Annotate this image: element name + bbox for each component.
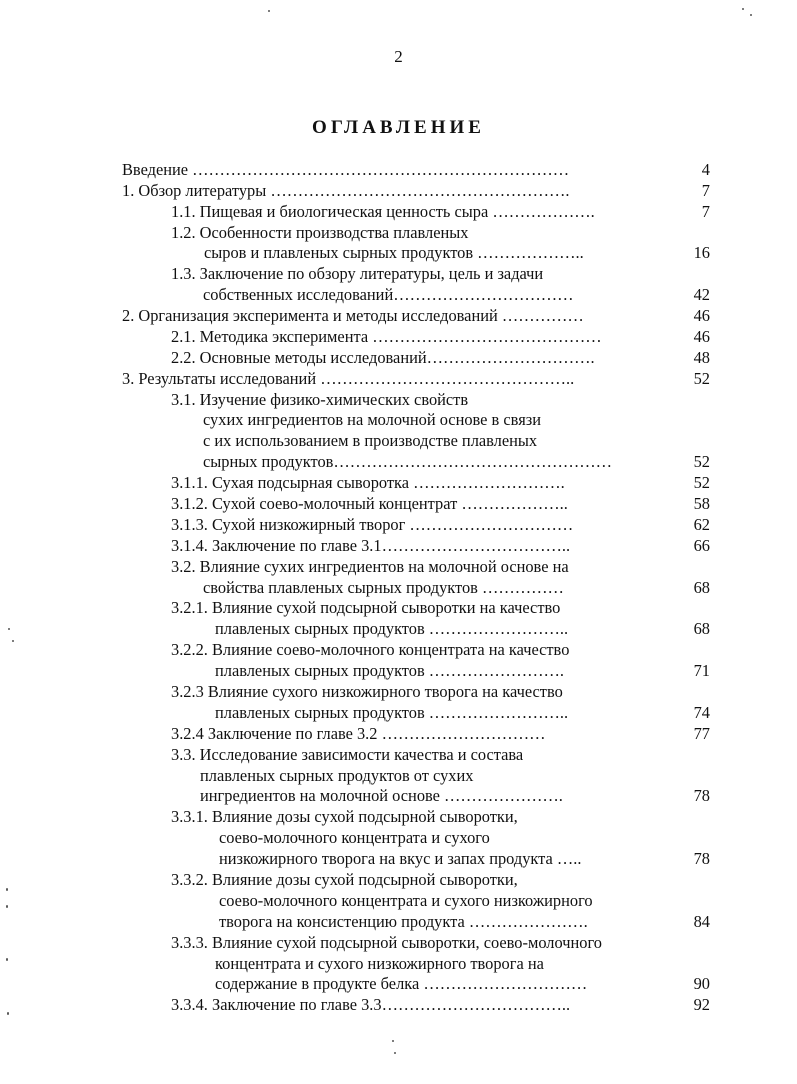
- toc-entry-text: 3.3.2. Влияние дозы сухой подсырной сыворотки,: [171, 870, 518, 889]
- toc-entry-text: 1.1. Пищевая и биологическая ценность сыра ……………….: [171, 202, 595, 221]
- scan-speck: [268, 10, 270, 12]
- toc-entry-page: 68: [693, 578, 710, 597]
- toc-entry-text: 3.2.1. Влияние сухой подсырной сыворотки на качество: [171, 598, 561, 617]
- toc-entry-page: 46: [693, 327, 710, 346]
- toc-entry-text: 3.1.1. Сухая подсырная сыворотка ……………………….: [171, 473, 565, 492]
- toc-entry-text: творога на консистенцию продукта ………………….: [219, 912, 588, 931]
- toc-entry-page: 78: [693, 849, 710, 868]
- scan-speck: [12, 640, 14, 642]
- toc-entry-page: 66: [693, 536, 710, 555]
- toc-entry-page: 16: [693, 243, 710, 262]
- toc-entry-text: 3.2.3 Влияние сухого низкожирного творога на качество: [171, 682, 563, 701]
- toc-entry-page: 52: [693, 369, 710, 388]
- toc-entry-page: 90: [693, 974, 710, 993]
- toc-entry-text: плавленых сырных продуктов ……………………..: [215, 619, 569, 638]
- toc-entry-text: плавленых сырных продуктов от сухих: [200, 766, 474, 785]
- scan-speck: [392, 1040, 394, 1042]
- toc-entry-page: 52: [693, 452, 710, 471]
- scan-speck: [6, 958, 8, 961]
- page-title: ОГЛАВЛЕНИЕ: [312, 117, 485, 138]
- toc-entry-page: 48: [693, 348, 710, 367]
- toc-entry-text: низкожирного творога на вкус и запах продукта …..: [219, 849, 582, 868]
- toc-entry-text: 2.1. Методика эксперимента ……………………………………: [171, 327, 602, 346]
- toc-entry-text: 3.1.3. Сухой низкожирный творог …………………………: [171, 515, 574, 534]
- toc-entry-page: 42: [693, 285, 710, 304]
- toc-entry-page: 4: [701, 160, 710, 179]
- toc-entry-text: плавленых сырных продуктов …………………….: [215, 661, 565, 680]
- toc-entry-text: 3.2. Влияние сухих ингредиентов на молочной основе на: [171, 557, 569, 576]
- toc-entry-text: 3.3.1. Влияние дозы сухой подсырной сыворотки,: [171, 807, 518, 826]
- scan-speck: [742, 8, 744, 10]
- toc-entry-page: 74: [693, 703, 710, 722]
- toc-entry-text: 1.2. Особенности производства плавленых: [171, 223, 469, 242]
- toc-entry-text: 3.2.2. Влияние соево-молочного концентрата на качество: [171, 640, 570, 659]
- toc-entry-page: 46: [693, 306, 710, 325]
- toc-entry-page: 68: [693, 619, 710, 638]
- toc-entry-page: 62: [693, 515, 710, 534]
- toc-entry-text: 1.3. Заключение по обзору литературы, цель и задачи: [171, 264, 544, 283]
- page-number: 2: [394, 47, 403, 66]
- toc-entry-text: 3.3.3. Влияние сухой подсырной сыворотки, соево-молочного: [171, 933, 602, 952]
- toc-entry-text: сухих ингредиентов на молочной основе в связи: [203, 410, 541, 429]
- toc-entry-text: с их использованием в производстве плавленых: [203, 431, 538, 450]
- toc-entry-page: 92: [693, 995, 710, 1014]
- toc-entry-text: 2. Организация эксперимента и методы исследований ……………: [122, 306, 584, 325]
- toc-entry-page: 7: [701, 202, 710, 221]
- scan-speck: [8, 628, 10, 630]
- scan-speck: [750, 14, 752, 16]
- toc-entry-text: соево-молочного концентрата и сухого низкожирного: [219, 891, 593, 910]
- toc-entry-page: 58: [693, 494, 710, 513]
- scan-speck: [6, 888, 8, 891]
- toc-entry-text: ингредиентов на молочной основе ………………….: [200, 786, 563, 805]
- toc-entry-text: содержание в продукте белка …………………………: [215, 974, 588, 993]
- toc-entry-text: 3.1.4. Заключение по главе 3.1……………………………..: [171, 536, 571, 555]
- toc-entry-text: сырных продуктов……………………………………………: [203, 452, 613, 471]
- toc-entry-page: 71: [693, 661, 710, 680]
- toc-entry-page: 78: [693, 786, 710, 805]
- toc-entry-page: 77: [693, 724, 710, 743]
- toc-entry-text: 2.2. Основные методы исследований………………………….: [171, 348, 595, 367]
- toc-entry-page: 84: [693, 912, 710, 931]
- toc-entry-text: свойства плавленых сырных продуктов ……………: [203, 578, 564, 597]
- toc-entry-text: соево-молочного концентрата и сухого: [219, 828, 490, 847]
- toc-entry-text: Введение ……………………………………………………………: [122, 160, 570, 179]
- toc-entry-text: собственных исследований……………………………: [203, 285, 574, 304]
- scan-speck: [6, 905, 8, 908]
- toc-entry-text: сыров и плавленых сырных продуктов ………………..: [204, 243, 584, 262]
- toc-entry-text: 3.1. Изучение физико-химических свойств: [171, 390, 469, 409]
- toc-entry-text: концентрата и сухого низкожирного творога на: [215, 954, 544, 973]
- scan-speck: [7, 1012, 9, 1015]
- toc-entry-text: 3.3.4. Заключение по главе 3.3……………………………..: [171, 995, 571, 1014]
- toc-entry-page: 52: [693, 473, 710, 492]
- toc-entry-text: 3.1.2. Сухой соево-молочный концентрат ………………..: [171, 494, 568, 513]
- toc-entry-text: 3.3. Исследование зависимости качества и состава: [171, 745, 524, 764]
- toc-entry-text: 3.2.4 Заключение по главе 3.2 …………………………: [171, 724, 546, 743]
- toc-entry-page: 7: [701, 181, 710, 200]
- toc-entry-text: плавленых сырных продуктов ……………………..: [215, 703, 569, 722]
- toc-entry-text: 3. Результаты исследований ………………………………………..: [122, 369, 575, 388]
- scan-speck: [394, 1052, 396, 1054]
- toc-entry-text: 1. Обзор литературы ……………………………………………….: [122, 181, 570, 200]
